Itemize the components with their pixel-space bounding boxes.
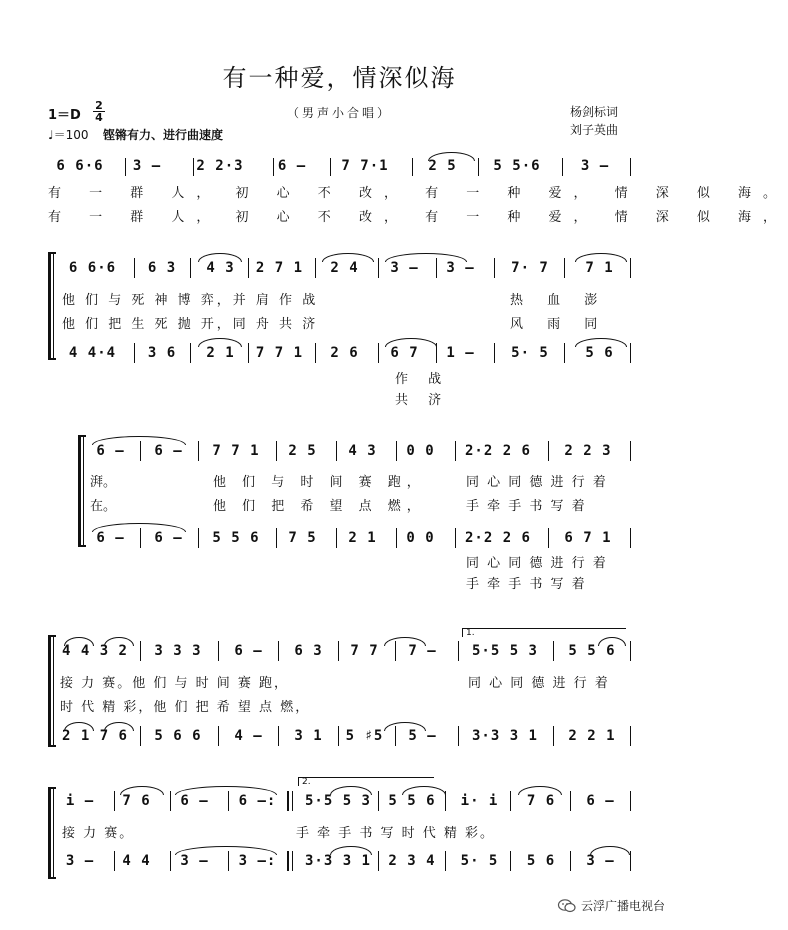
measure: 6 –: [586, 793, 615, 809]
system-2-lyrics-verse-1b: 热 血 澎: [510, 293, 608, 308]
measure: 4 3: [206, 260, 235, 276]
system-2-lyrics-verse-2: 他 们 把 生 死 抛 开，同 舟 共 济: [62, 317, 319, 332]
measure: 3·3 3 1: [471, 728, 538, 744]
system-5-upper-notes: [60, 793, 635, 813]
time-denominator: 4: [95, 111, 103, 124]
measure: 5 ♯5: [345, 728, 384, 744]
system-3-lower-lyrics-1: 同 心 同 德 进 行 着: [466, 556, 608, 571]
measure: 2 2 3: [564, 443, 612, 459]
measure: 6 –: [234, 643, 263, 659]
measure: i –: [65, 793, 95, 809]
composer-credit: 刘子英曲: [570, 123, 619, 137]
measure: 6 –: [96, 530, 125, 546]
measure: 6 –: [154, 530, 183, 546]
measure: 5 –: [408, 728, 437, 744]
measure: 5 5·6: [493, 158, 541, 174]
measure: 6 3: [147, 260, 177, 276]
score-title: 有一种爱，情深似海: [222, 64, 457, 92]
score-subtitle: （男声小合唱）: [286, 106, 392, 120]
system-2-lyrics-verse-1: 他 们 与 死 神 博 弈，并 肩 作 战: [62, 293, 319, 308]
measure: 6 –: [96, 443, 125, 459]
measure: 2 1: [206, 345, 235, 361]
system-1-lyrics-verse-1: 有 一 群 人， 初 心 不 改， 有 一 种 爱， 情 深 似 海。: [48, 186, 788, 201]
system-3-lower-notes: [88, 530, 633, 550]
watermark-text: 云浮广播电视台: [580, 899, 665, 913]
measure: 7 7 1: [212, 443, 260, 459]
measure: 6 –: [180, 793, 209, 809]
system-3-lyrics-verse-1a: 湃。: [90, 475, 117, 490]
measure: 3 –:: [238, 853, 277, 869]
measure: 5 5 6: [212, 530, 260, 546]
measure: 7 6: [526, 793, 556, 809]
measure: 2 3 4: [388, 853, 436, 869]
measure: 7 –: [408, 643, 437, 659]
system-4-lower-notes: [60, 728, 635, 748]
measure: 6 7: [390, 345, 419, 361]
measure: 3 –: [132, 158, 162, 174]
system-3-upper-notes: [88, 443, 633, 463]
measure: 4 3: [348, 443, 377, 459]
system-4-lyrics-verse-1: 接 力 赛。他 们 与 时 间 赛 跑，: [60, 676, 290, 691]
measure: 0 0: [406, 443, 435, 459]
measure: 3·3 3 1: [304, 853, 371, 869]
key-signature: 1＝D: [48, 108, 81, 123]
system-5-lower-notes: [60, 853, 635, 873]
measure: 6 6·6: [56, 158, 104, 174]
system-2-lower-lyrics-1: 作 战: [395, 372, 450, 387]
volta-2: 2.: [298, 777, 434, 786]
system-3-lyrics-verse-2a: 在。: [90, 499, 117, 514]
measure: 5· 5: [511, 345, 549, 361]
measure: 7 7·1: [341, 158, 389, 174]
measure: 5·5 5 3: [304, 793, 371, 809]
measure: 6 3: [294, 643, 323, 659]
system-2-lower-lyrics-2: 共 济: [395, 393, 450, 408]
system-4-upper-notes: [60, 643, 635, 663]
system-3-lyrics-verse-2c: 手 牵 手 书 写 着: [466, 499, 587, 514]
measure: 3 –: [180, 853, 209, 869]
measure: 5 5 6: [388, 793, 436, 809]
measure: 2 4: [330, 260, 359, 276]
measure: 2 1 7 6: [61, 728, 128, 744]
measure: 4 –: [234, 728, 263, 744]
system-4-lyrics-verse-2: 时 代 精 彩，他 们 把 希 望 点 燃，: [60, 700, 311, 715]
measure: 5 6: [585, 345, 614, 361]
system-5-lyrics-verse-1a: 接 力 赛。: [62, 826, 135, 841]
measure: 5· 5: [460, 853, 499, 869]
measure: 3 –: [446, 260, 475, 276]
measure: 7 5: [288, 530, 317, 546]
measure: 3 –: [580, 158, 610, 174]
watermark: [558, 897, 665, 914]
system-4-lyrics-verse-1c: 同 心 同 德 进 行 着: [468, 676, 610, 691]
measure: 7 6: [122, 793, 151, 809]
measure: 2 5: [288, 443, 317, 459]
measure: 2 7 1: [255, 260, 304, 276]
system-3-lower-lyrics-2: 手 牵 手 书 写 着: [466, 577, 587, 592]
measure: 5 6 6: [154, 728, 202, 744]
wechat-icon: [558, 899, 576, 913]
measure: 5·5 5 3: [471, 643, 538, 659]
measure: 7 1: [585, 260, 614, 276]
tie: [428, 152, 475, 161]
system-2-lower-notes: [60, 345, 640, 365]
measure: 7· 7: [511, 260, 549, 276]
measure: 4 4: [122, 853, 151, 869]
measure: 3 –: [65, 853, 95, 869]
measure: 3 –: [586, 853, 615, 869]
measure: 3 –: [390, 260, 419, 276]
measure: 6 –: [277, 158, 307, 174]
measure: 5 6: [526, 853, 556, 869]
measure: 5 5 6: [568, 643, 616, 659]
system-1-notes: [50, 158, 630, 178]
measure: 4 4·4: [68, 345, 117, 361]
measure: 3 3 3: [154, 643, 202, 659]
measure: 7 7 1: [255, 345, 304, 361]
measure: 2·2 2 6: [464, 530, 531, 546]
measure: 4 4 3 2: [61, 643, 128, 659]
measure: 0 0: [406, 530, 435, 546]
system-3-lyrics-verse-1: 他 们 与 时 间 赛 跑，: [213, 475, 426, 490]
measure: 3 6: [147, 345, 177, 361]
measure: 2 6: [330, 345, 359, 361]
time-signature: [93, 100, 105, 123]
tempo-description: 铿锵有力、进行曲速度: [103, 128, 224, 142]
measure: 2·2 2 6: [464, 443, 531, 459]
measure: 6 –: [154, 443, 183, 459]
measure: 2 1: [348, 530, 377, 546]
measure: 2 5: [428, 158, 457, 174]
measure: 6 6·6: [68, 260, 117, 276]
system-5-lyrics-verse-1: 手 牵 手 书 写 时 代 精 彩。: [296, 826, 496, 841]
measure: 3 1: [294, 728, 323, 744]
system-1-lyrics-verse-2: 有 一 群 人， 初 心 不 改， 有 一 种 爱， 情 深 似 海，: [48, 210, 788, 225]
system-3-lyrics-verse-1c: 同 心 同 德 进 行 着: [466, 475, 608, 490]
system-3-lyrics-verse-2: 他 们 把 希 望 点 燃，: [213, 499, 426, 514]
system-2-upper-notes: [60, 260, 640, 280]
system-2-lyrics-verse-2b: 风 雨 同: [510, 317, 608, 332]
measure: 6 –:: [238, 793, 277, 809]
lyricist-credit: 杨剑标词: [570, 105, 619, 119]
time-numerator: 2: [93, 100, 105, 112]
measure: 2 2·3: [196, 158, 244, 174]
measure: 7 7: [350, 643, 379, 659]
tempo-mark: ♩＝100: [48, 128, 89, 142]
measure: i· i: [460, 793, 499, 809]
measure: 2 2 1: [568, 728, 616, 744]
measure: 1 –: [446, 345, 475, 361]
volta-1: 1.: [462, 628, 626, 637]
measure: 6 7 1: [564, 530, 612, 546]
